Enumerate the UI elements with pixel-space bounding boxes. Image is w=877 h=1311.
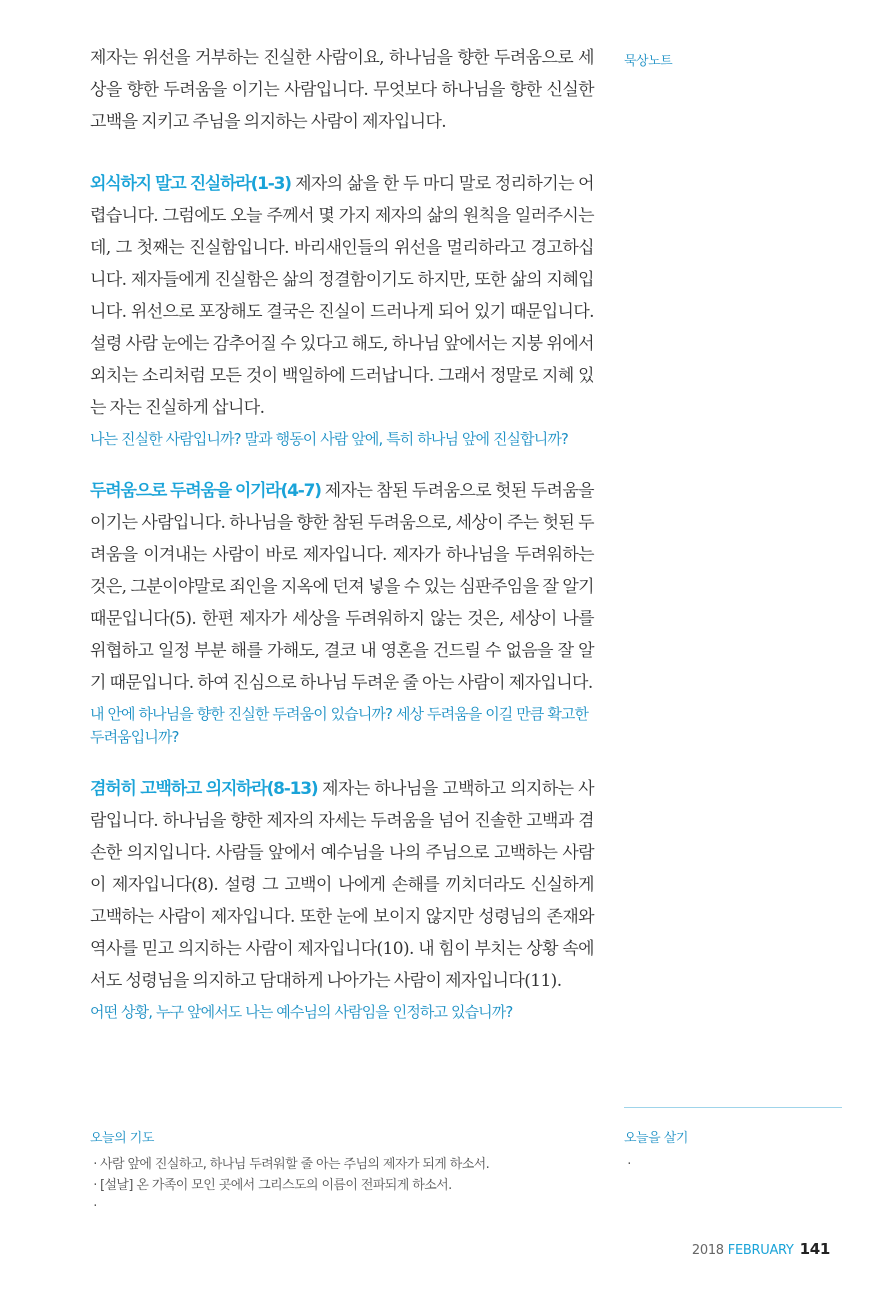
section-2-paragraph xyxy=(90,475,594,699)
prayer-text: [설날] 온 가족이 모인 곳에서 그리스도의 이름이 전파되게 하소서. xyxy=(100,1178,452,1193)
section-3-paragraph xyxy=(90,773,594,997)
section-2-question: 내 안에 하나님을 향한 진실한 두려움이 있습니까? 세상 두려움을 이길 만큼 확고한 두려움입니까? xyxy=(90,705,589,746)
section-1-paragraph xyxy=(90,168,594,424)
live-today-title: 오늘을 살기 xyxy=(624,1131,688,1146)
bullet: · xyxy=(93,1178,97,1193)
section-2-heading: 두려움으로 두려움을 이기라(4-7) xyxy=(90,481,321,501)
section-3-heading: 겸허히 고백하고 의지하라(8-13) xyxy=(90,779,318,799)
live-today-box xyxy=(624,1127,842,1175)
folio-month: FEBRUARY xyxy=(727,1243,794,1258)
meditation-note-label: 묵상노트 xyxy=(624,54,673,69)
live-today-line xyxy=(624,1154,842,1175)
prayer-line xyxy=(90,1175,590,1196)
prayer-title: 오늘의 기도 xyxy=(90,1131,154,1146)
section-1-heading: 외식하지 말고 진실하라(1-3) xyxy=(90,174,291,194)
prayer-line xyxy=(90,1154,590,1175)
section-3-body: 제자는 하나님을 고백하고 의지하는 사람입니다. 하나님을 향한 제자의 자세는 두려움을 넘어 진솔한 고백과 겸손한 의지입니다. 사람들 앞에서 예수님을 나의 주님으로 고백하는 사람이 제자입니다(8). 설령 그 고백이 나에게 손해를 끼치더라도 신실하게 고백하는 사람이 제자입니다. 또한 눈에 보이지 않지만 성령님의 존재와 역사를 믿고 의지하는 사람이 제자입니다(10). 내 힘이 부치는 상황 속에서도 성령님을 의지하고 담대하게 나아가는 사람이 제자입니다(11). xyxy=(90,779,595,991)
page-number: 141 xyxy=(799,1240,830,1258)
bullet: · xyxy=(93,1199,97,1214)
prayer-text: 사람 앞에 진실하고, 하나님 두려워할 줄 아는 주님의 제자가 되게 하소서. xyxy=(100,1157,490,1172)
section-2-body: 제자는 참된 두려움으로 헛된 두려움을 이기는 사람입니다. 하나님을 향한 참된 두려움으로, 세상이 주는 헛된 두려움을 이겨내는 사람이 바로 제자입니다. 제자가 하나님을 두려워하는 것은, 그분이야말로 죄인을 지옥에 던져 넣을 수 있는 심판주임을 잘 알기 때문입니다(5). 한편 제자가 세상을 두려워하지 않는 것은, 세상이 나를 위협하고 일정 부분 해를 가해도, 결코 내 영혼을 건드릴 수 없음을 잘 알기 때문입니다. 하여 진심으로 하나님 두려운 줄 아는 사람이 제자입니다. xyxy=(90,481,595,693)
section-1-question: 나는 진실한 사람입니까? 말과 행동이 사람 앞에, 특히 하나님 앞에 진실합니까? xyxy=(90,430,568,448)
devotional-body xyxy=(90,42,594,1024)
live-divider xyxy=(624,1107,842,1108)
page-folio xyxy=(692,1240,830,1258)
prayer-box xyxy=(90,1127,590,1217)
prayer-line xyxy=(90,1196,590,1217)
folio-year: 2018 xyxy=(691,1243,724,1258)
intro-paragraph: 제자는 위선을 거부하는 진실한 사람이요, 하나님을 향한 두려움으로 세상을 향한 두려움을 이기는 사람입니다. 무엇보다 하나님을 향한 신실한 고백을 지키고 주님을 의지하는 사람이 제자입니다. xyxy=(90,48,594,132)
section-1-body: 제자의 삶을 한 두 마디 말로 정리하기는 어렵습니다. 그럼에도 오늘 주께서 몇 가지 제자의 삶의 원칙을 일러주시는데, 그 첫째는 진실함입니다. 바리새인들의 위선을 멀리하라고 경고하십니다. 제자들에게 진실함은 삶의 정결함이기도 하지만, 또한 삶의 지혜입니다. 위선으로 포장해도 결국은 진실이 드러나게 되어 있기 때문입니다. 설령 사람 눈에는 감추어질 수 있다고 해도, 하나님 앞에서는 지붕 위에서 외치는 소리처럼 모든 것이 백일하에 드러납니다. 그래서 정말로 지혜 있는 자는 진실하게 삽니다. xyxy=(90,174,594,418)
bullet: · xyxy=(627,1157,631,1172)
section-3-question: 어떤 상황, 누구 앞에서도 나는 예수님의 사람임을 인정하고 있습니까? xyxy=(90,1003,513,1021)
bullet: · xyxy=(93,1157,97,1172)
